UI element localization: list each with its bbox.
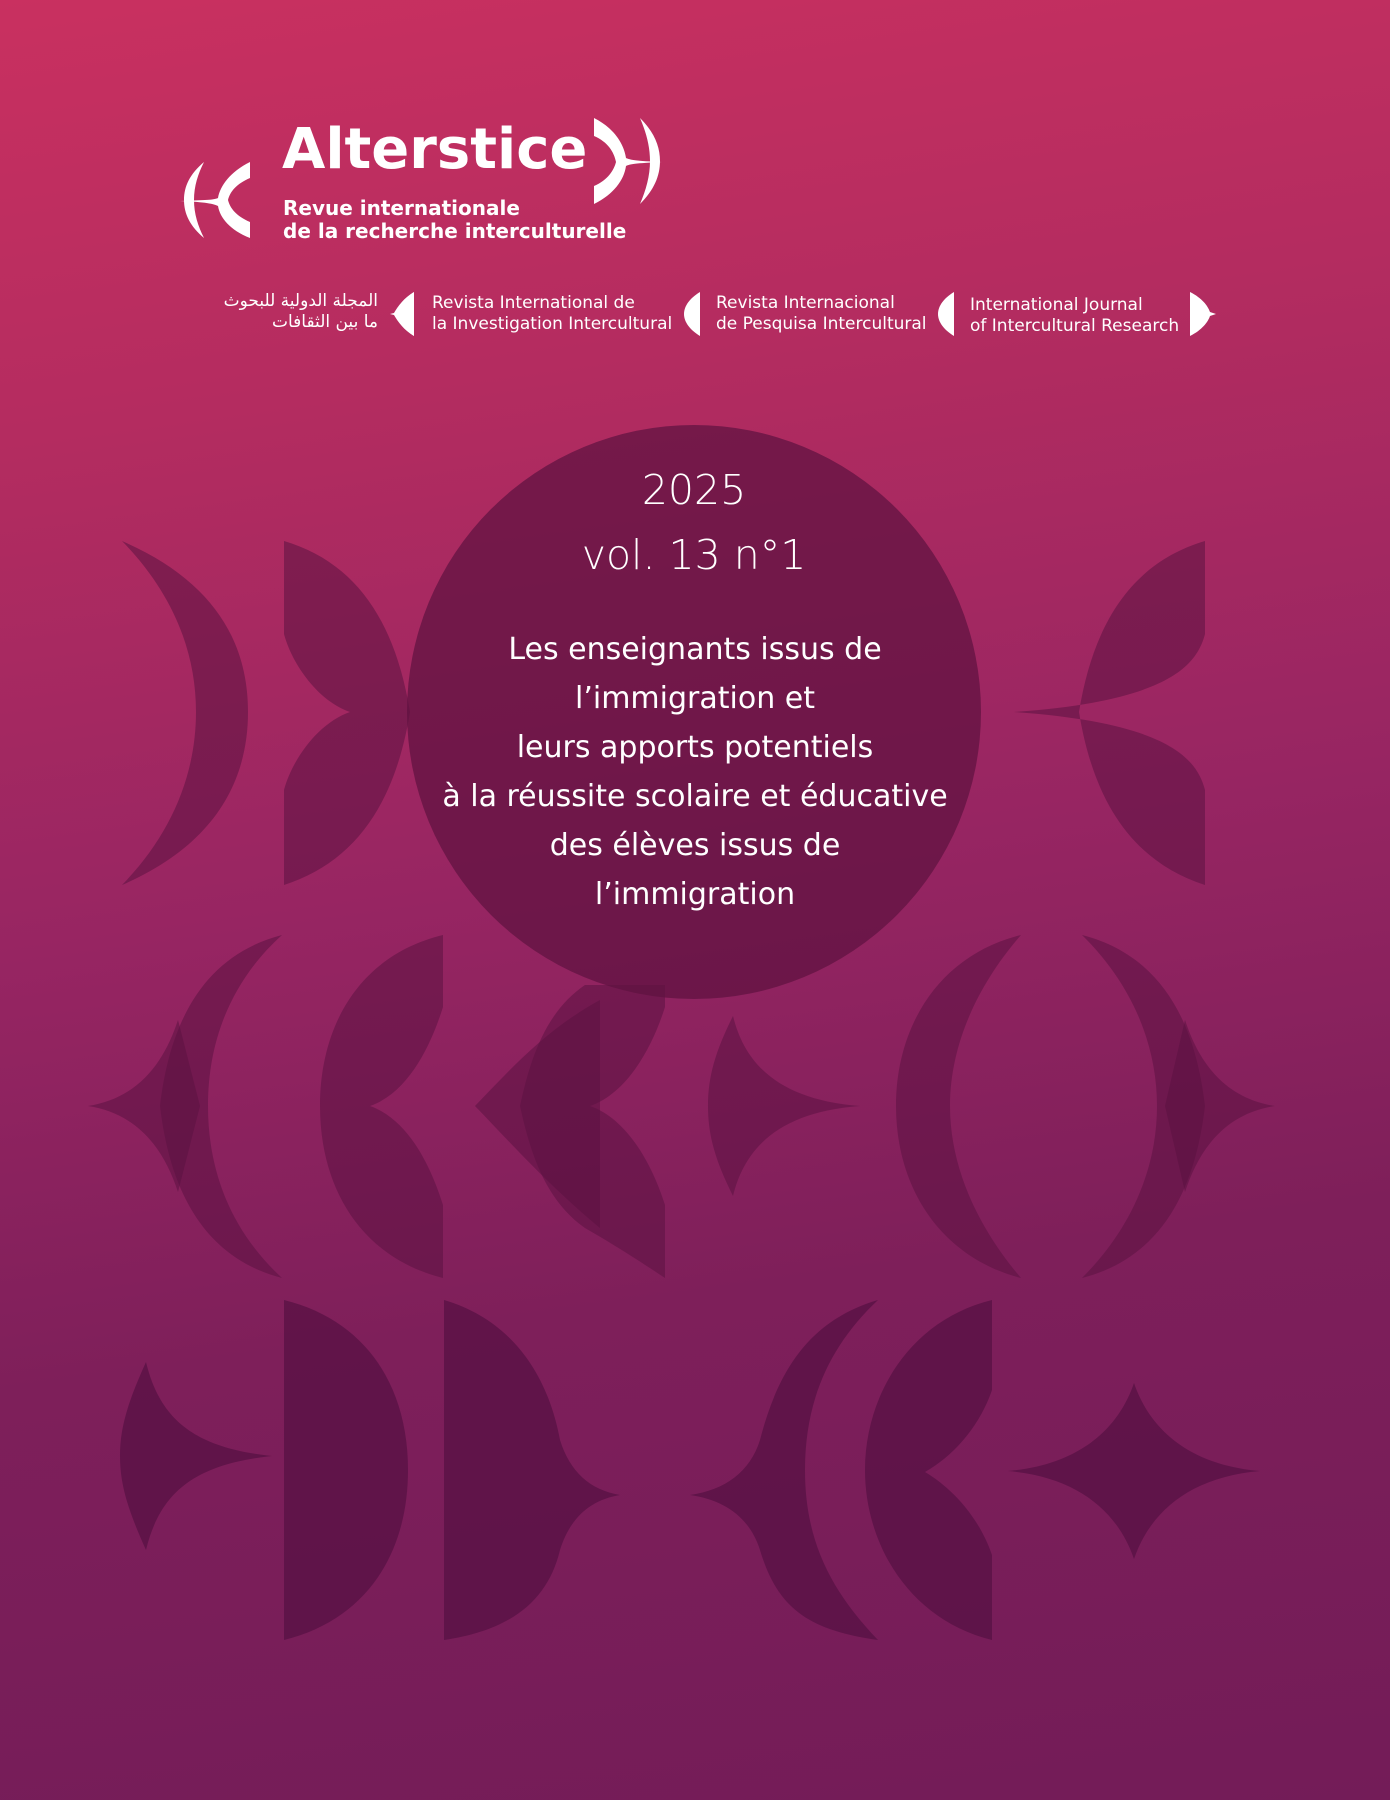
issue-theme: [380, 625, 1010, 919]
left-chevron-mark-icon: [176, 160, 256, 240]
subtitle-line: Revue internationale: [283, 196, 520, 220]
fan-shape: [444, 1300, 620, 1640]
fan-shape: [690, 1300, 878, 1640]
arabic-title: [190, 291, 378, 333]
crescent-shape: [122, 541, 248, 885]
four-point-shape: [88, 1020, 200, 1192]
four-point-shape: [708, 1016, 860, 1196]
spanish-line: Revista International de: [432, 293, 635, 313]
fan-shape: [475, 1000, 600, 1228]
theme-line: à la réussite scolaire et éducative: [442, 779, 948, 814]
fan-shape: [1014, 541, 1205, 885]
subtitle-line: de la recherche interculturelle: [283, 219, 627, 243]
half-disc-shape: [284, 1300, 408, 1640]
theme-line: leurs apports potentiels: [516, 730, 874, 765]
journal-subtitle: [283, 197, 626, 243]
arabic-line: المجلة الدولية للبحوث: [223, 291, 378, 311]
half-disc-shape: [865, 1300, 992, 1640]
theme-line: des élèves issus de: [549, 828, 841, 863]
right-chevron-mark-icon: [588, 116, 668, 206]
portuguese-line: de Pesquisa Intercultural: [716, 314, 927, 334]
arabic-line: ما بين الثقافات: [271, 312, 378, 332]
theme-line: Les enseignants issus de: [508, 632, 882, 667]
half-disc-shape: [320, 935, 443, 1278]
half-moon-separator-icon: [390, 290, 416, 338]
theme-line: l’immigration et: [575, 681, 815, 716]
issue-year: 2025: [641, 466, 747, 514]
half-moon-separator-icon: [682, 290, 702, 338]
english-line: of Intercultural Research: [970, 316, 1180, 336]
portuguese-line: Revista Internacional: [716, 293, 895, 313]
portuguese-title: [716, 293, 927, 335]
half-disc-shape: [896, 935, 1021, 1278]
journal-name: Alterstice: [282, 117, 588, 182]
four-point-shape: [120, 1362, 272, 1550]
four-point-shape: [1165, 1020, 1275, 1192]
right-chevron-mark-icon: [1188, 290, 1216, 338]
half-moon-separator-icon: [936, 290, 956, 338]
issue-volume: vol. 13 n°1: [581, 531, 807, 579]
english-line: International Journal: [970, 295, 1143, 315]
spanish-title: [432, 293, 672, 335]
theme-line: l’immigration: [594, 877, 796, 912]
four-point-shape: [1008, 1383, 1260, 1559]
spanish-line: la Investigation Intercultural: [432, 314, 673, 334]
english-title: [970, 295, 1179, 337]
